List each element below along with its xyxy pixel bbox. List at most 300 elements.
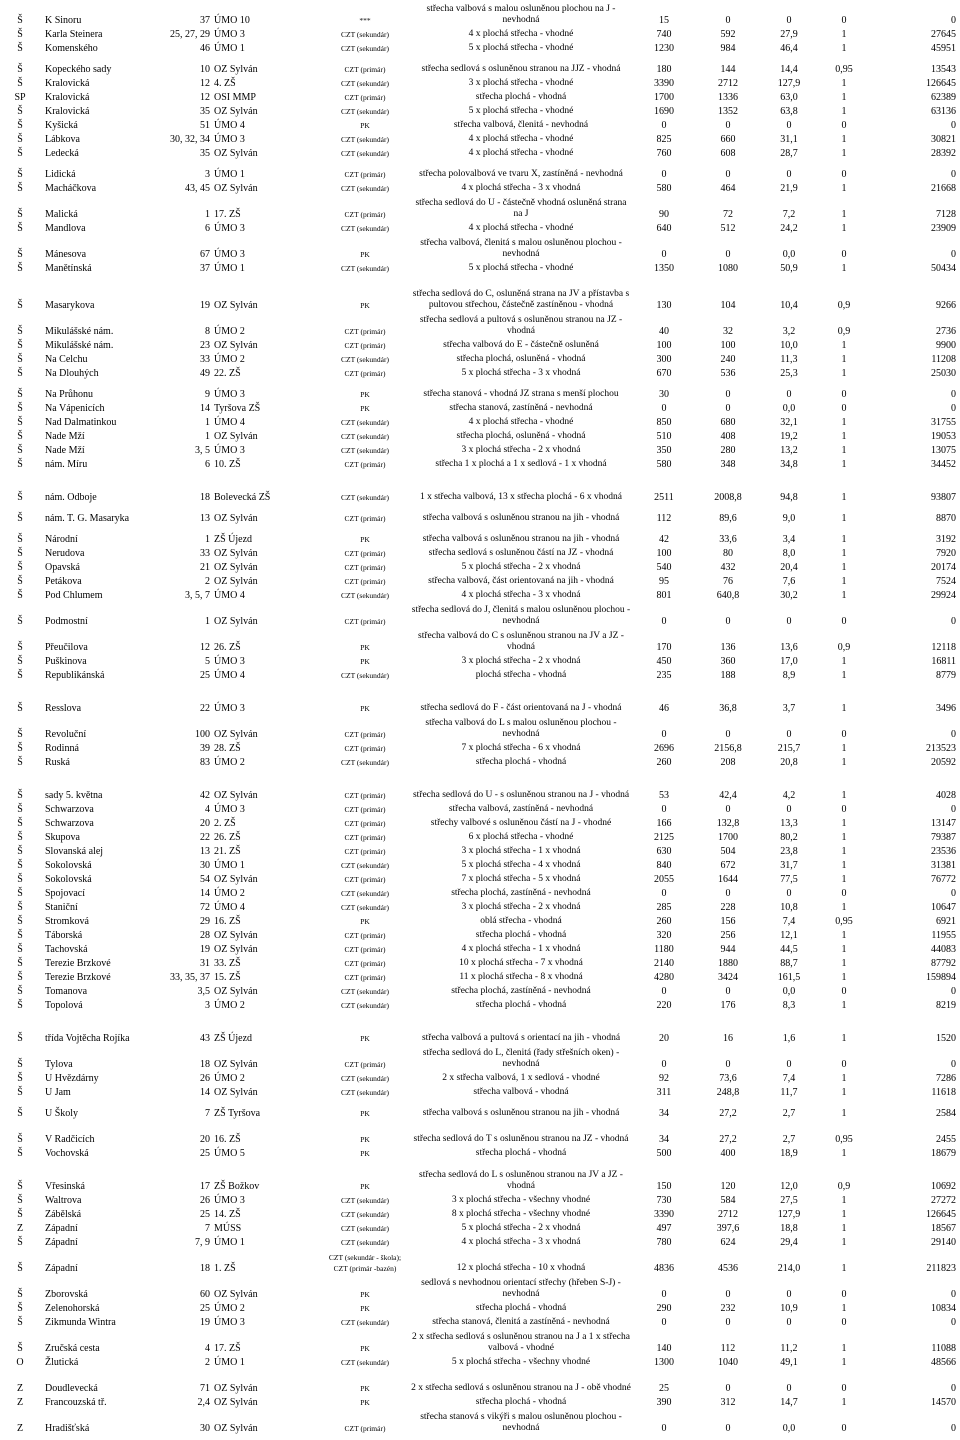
heating-cell: CZT (sekundár)	[341, 591, 389, 600]
house-number-cell: 7	[205, 1223, 210, 1234]
house-number-cell: 1	[205, 534, 210, 545]
roof-description-cell: 5 x plochá střecha - vhodné	[468, 106, 574, 116]
area-cell: 112	[656, 513, 672, 524]
street-cell: Schwarzova	[45, 804, 94, 815]
power-cell: 8,9	[782, 670, 796, 681]
school-cell: ÚMO 2	[214, 326, 245, 337]
roof-description-cell: 3 x plochá střecha - 2 x vhodná	[461, 902, 581, 912]
energy-cell: 27645	[931, 29, 956, 40]
coefficient-cell: 1	[841, 1237, 847, 1248]
usable-area-cell: 0	[725, 1423, 731, 1434]
power-cell: 14,7	[780, 1397, 798, 1408]
area-cell: 0	[661, 1059, 667, 1070]
table-row	[0, 857, 960, 871]
heating-cell: CZT (sekundár)	[341, 493, 389, 502]
area-cell: 640	[656, 223, 672, 234]
house-number-cell: 83	[200, 757, 210, 768]
house-number-cell: 4	[205, 804, 210, 815]
roof-description-cell: střecha stanová, členitá a zastíněná - nevhodná	[432, 1317, 610, 1327]
energy-cell: 1520	[936, 1033, 956, 1044]
power-cell: 49,1	[780, 1357, 798, 1368]
school-cell: 17. ZŠ	[214, 209, 241, 220]
table-row	[0, 260, 960, 274]
street-cell: Mikulášské nám.	[45, 326, 114, 337]
area-cell: 20	[659, 1033, 669, 1044]
area-cell: 140	[656, 1343, 672, 1354]
coefficient-cell: 1	[841, 703, 847, 714]
energy-cell: 11208	[931, 354, 956, 365]
table-row	[0, 414, 960, 428]
table-row	[0, 442, 960, 456]
roof-description-cell: střecha plochá - vhodná	[475, 1303, 567, 1313]
power-cell: 10,8	[780, 902, 798, 913]
table-row	[0, 885, 960, 899]
type-cell: Š	[17, 729, 23, 740]
power-cell: 7,2	[782, 209, 796, 220]
table-row	[0, 1408, 960, 1434]
street-cell: Slovanská alej	[45, 846, 104, 857]
roof-description-cell: střecha valbová, zastíněná - nevhodná	[448, 804, 594, 814]
usable-area-cell: 348	[720, 459, 736, 470]
type-cell: Š	[17, 492, 23, 503]
area-cell: 825	[656, 134, 672, 145]
house-number-cell: 71	[200, 1383, 210, 1394]
table-row	[0, 1166, 960, 1192]
table-row	[0, 274, 960, 311]
house-number-cell: 31	[200, 958, 210, 969]
usable-area-cell: 1880	[718, 958, 738, 969]
area-cell: 2696	[654, 743, 674, 754]
coefficient-cell: 0,9	[837, 326, 851, 337]
street-cell: nám. Odboje	[45, 492, 97, 503]
energy-cell: 0	[951, 1423, 956, 1434]
heating-cell: CZT (sekundár - škola); CZT (primár -bazén)	[328, 1253, 402, 1273]
house-number-cell: 1	[205, 417, 210, 428]
usable-area-cell: 0	[725, 729, 731, 740]
power-cell: 8,0	[782, 548, 796, 559]
table-row	[0, 667, 960, 681]
power-cell: 127,9	[777, 1209, 801, 1220]
usable-area-cell: 984	[720, 43, 736, 54]
type-cell: Š	[17, 29, 23, 40]
area-cell: 0	[661, 1317, 667, 1328]
energy-cell: 0	[951, 15, 956, 26]
roof-description-cell: střecha polovalbová ve tvaru X, zastíněná - nevhodná	[419, 169, 623, 179]
roof-description-cell: střecha sedlová do C, osluněná strana na JV a přístavba s pultovou střechou, částečně zastíněnou - vhodná	[412, 289, 630, 310]
house-number-cell: 26	[200, 1195, 210, 1206]
heating-cell: CZT (sekundár)	[341, 1238, 389, 1247]
street-cell: Revoluční	[45, 729, 87, 740]
table-row	[0, 1145, 960, 1159]
house-number-cell: 4	[205, 1343, 210, 1354]
school-cell: OZ Sylván	[214, 1059, 258, 1070]
roof-description-cell: střecha plochá - vhodná	[475, 1397, 567, 1407]
type-cell: Z	[16, 1423, 24, 1434]
school-cell: OZ Sylván	[214, 1087, 258, 1098]
heating-cell: CZT (sekundár)	[341, 987, 389, 996]
heating-cell: CZT (primár)	[344, 833, 386, 842]
roof-description-cell: střecha sedlová do L, členitá (řady střešních oken) - nevhodná	[422, 1048, 620, 1069]
coefficient-cell: 0,95	[835, 1134, 853, 1145]
energy-cell: 13543	[931, 64, 956, 75]
energy-cell: 0	[951, 389, 956, 400]
type-cell: Z	[16, 1223, 24, 1234]
school-cell: 28. ZŠ	[214, 743, 241, 754]
heating-cell: ***	[359, 16, 371, 25]
house-number-cell: 46	[200, 43, 210, 54]
area-cell: 0	[661, 888, 667, 899]
street-cell: Rodinná	[45, 743, 79, 754]
usable-area-cell: 2712	[718, 1209, 738, 1220]
power-cell: 31,1	[780, 134, 798, 145]
house-number-cell: 3	[205, 169, 210, 180]
power-cell: 32,1	[780, 417, 798, 428]
roof-description-cell: střecha plochá - vhodná	[475, 92, 567, 102]
street-cell: nám. T. G. Masaryka	[45, 513, 130, 524]
area-cell: 0	[661, 1423, 667, 1434]
usable-area-cell: 512	[720, 223, 736, 234]
table-row	[0, 843, 960, 857]
table-row	[0, 1192, 960, 1206]
usable-area-cell: 1700	[718, 832, 738, 843]
street-cell: Zručská cesta	[45, 1343, 100, 1354]
street-cell: Zábělská	[45, 1209, 82, 1220]
house-number-cell: 54	[200, 874, 210, 885]
roof-description-cell: 6 x plochá střecha - vhodné	[468, 832, 574, 842]
usable-area-cell: 1336	[718, 92, 738, 103]
street-cell: Tachovská	[45, 944, 88, 955]
roof-description-cell: střecha valbová s osluněnou stranou na jih - vhodná	[422, 1108, 620, 1118]
type-cell: Š	[17, 670, 23, 681]
area-cell: 0	[661, 120, 667, 131]
table-row	[0, 627, 960, 653]
power-cell: 9,0	[782, 513, 796, 524]
power-cell: 7,6	[782, 576, 796, 587]
heating-cell: CZT (primár)	[344, 563, 386, 572]
type-cell: Š	[17, 1073, 23, 1084]
heating-cell: CZT (primár)	[344, 341, 386, 350]
usable-area-cell: 0	[725, 15, 731, 26]
table-row	[0, 365, 960, 379]
street-cell: Ruská	[45, 757, 70, 768]
street-cell: Na Celchu	[45, 354, 88, 365]
heating-cell: CZT (primár)	[344, 514, 386, 523]
school-cell: ÚMO 3	[214, 804, 245, 815]
table-row	[0, 117, 960, 131]
usable-area-cell: 2008,8	[714, 492, 742, 503]
coefficient-cell: 1	[841, 576, 847, 587]
area-cell: 1180	[654, 944, 674, 955]
coefficient-cell: 1	[841, 1209, 847, 1220]
heating-cell: PK	[360, 1290, 370, 1299]
energy-cell: 9900	[936, 340, 956, 351]
table-row	[0, 1248, 960, 1274]
street-cell: Pod Chlumem	[45, 590, 103, 601]
heating-cell: CZT (sekundár)	[341, 1358, 389, 1367]
roof-description-cell: střecha plochá - vhodná	[475, 757, 567, 767]
school-cell: OZ Sylván	[214, 790, 258, 801]
energy-cell: 28392	[931, 148, 956, 159]
table-row	[0, 145, 960, 159]
usable-area-cell: 608	[720, 148, 736, 159]
house-number-cell: 72	[200, 902, 210, 913]
school-cell: OZ Sylván	[214, 986, 258, 997]
type-cell: Š	[17, 1033, 23, 1044]
roof-description-cell: 4 x plochá střecha - vhodné	[468, 417, 574, 427]
street-cell: Západní	[45, 1223, 78, 1234]
table-row	[0, 983, 960, 997]
street-cell: Na Dlouhých	[45, 368, 99, 379]
house-number-cell: 1	[205, 209, 210, 220]
heating-cell: CZT (sekundár)	[341, 671, 389, 680]
street-cell: Nade Mží	[45, 445, 85, 456]
energy-cell: 8870	[936, 513, 956, 524]
area-cell: 166	[656, 818, 672, 829]
street-cell: Na Vápenicích	[45, 403, 105, 414]
roof-description-cell: střecha sedlová s osluněnou stranou na JJZ - vhodná	[421, 64, 621, 74]
usable-area-cell: 1040	[718, 1357, 738, 1368]
street-cell: Vřesinská	[45, 1181, 85, 1192]
roof-description-cell: střecha sedlová a pultová s osluněnou stranou na JZ - vhodná	[419, 315, 623, 336]
table-row	[0, 941, 960, 955]
energy-cell: 29140	[931, 1237, 956, 1248]
house-number-cell: 33	[200, 548, 210, 559]
coefficient-cell: 1	[841, 43, 847, 54]
school-cell: MÚSS	[214, 1223, 242, 1234]
heating-cell: CZT (sekundár)	[341, 1088, 389, 1097]
street-cell: Zborovská	[45, 1289, 88, 1300]
house-number-cell: 5	[205, 656, 210, 667]
table-row	[0, 913, 960, 927]
energy-cell: 213523	[926, 743, 956, 754]
roof-description-cell: 4 x plochá střecha - vhodné	[468, 134, 574, 144]
area-cell: 95	[659, 576, 669, 587]
usable-area-cell: 2712	[718, 78, 738, 89]
coefficient-cell: 0	[841, 729, 847, 740]
coefficient-cell: 1	[841, 790, 847, 801]
type-cell: Š	[17, 1108, 23, 1119]
heating-cell: CZT (sekundár)	[341, 446, 389, 455]
usable-area-cell: 208	[720, 757, 736, 768]
usable-area-cell: 136	[720, 642, 736, 653]
heating-cell: PK	[360, 1135, 370, 1144]
power-cell: 17,0	[780, 656, 798, 667]
school-cell: OZ Sylván	[214, 729, 258, 740]
type-cell: Š	[17, 944, 23, 955]
usable-area-cell: 584	[720, 1195, 736, 1206]
table-row	[0, 1220, 960, 1234]
usable-area-cell: 32	[723, 326, 733, 337]
roof-description-cell: 7 x plochá střecha - 5 x vhodná	[461, 874, 581, 884]
type-cell: Š	[17, 300, 23, 311]
area-cell: 4280	[654, 972, 674, 983]
table-row	[0, 1206, 960, 1220]
area-cell: 580	[656, 183, 672, 194]
heating-cell: CZT (primár)	[344, 805, 386, 814]
usable-area-cell: 100	[720, 340, 736, 351]
energy-cell: 7920	[936, 548, 956, 559]
spacer-cell	[0, 1011, 960, 1018]
school-cell: ÚMO 2	[214, 757, 245, 768]
house-number-cell: 6	[205, 223, 210, 234]
table-row	[0, 1354, 960, 1368]
type-cell: Š	[17, 703, 23, 714]
usable-area-cell: 1352	[718, 106, 738, 117]
area-cell: 0	[661, 403, 667, 414]
type-cell: Š	[17, 368, 23, 379]
coefficient-cell: 1	[841, 1303, 847, 1314]
power-cell: 63,8	[780, 106, 798, 117]
heating-cell: PK	[360, 535, 370, 544]
type-cell: Š	[17, 354, 23, 365]
school-cell: ÚMO 3	[214, 29, 245, 40]
heating-cell: CZT (primár)	[344, 65, 386, 74]
area-cell: 130	[656, 300, 672, 311]
street-cell: Petákova	[45, 576, 82, 587]
school-cell: ÚMO 2	[214, 354, 245, 365]
usable-area-cell: 624	[720, 1237, 736, 1248]
school-cell: ÚMO 2	[214, 1000, 245, 1011]
roof-description-cell: 7 x plochá střecha - 6 x vhodná	[461, 743, 581, 753]
street-cell: U Jam	[45, 1087, 71, 1098]
energy-cell: 2455	[936, 1134, 956, 1145]
spacer-row	[0, 1011, 960, 1018]
street-cell: U Školy	[45, 1108, 79, 1119]
street-cell: sady 5. května	[45, 790, 103, 801]
roof-description-cell: plochá střecha - vhodná	[475, 670, 567, 680]
roof-description-cell: 3 x plochá střecha - 1 x vhodná	[461, 846, 581, 856]
roof-description-cell: 5 x plochá střecha - 2 x vhodná	[461, 1223, 581, 1233]
school-cell: ÚMO 3	[214, 1195, 245, 1206]
heating-cell: CZT (sekundár)	[341, 861, 389, 870]
type-cell: Š	[17, 15, 23, 26]
school-cell: 4. ZŠ	[214, 78, 236, 89]
house-number-cell: 23	[200, 340, 210, 351]
coefficient-cell: 1	[841, 148, 847, 159]
usable-area-cell: 76	[723, 576, 733, 587]
house-number-cell: 12	[200, 78, 210, 89]
street-cell: Nad Dalmatinkou	[45, 417, 117, 428]
roof-description-cell: 10 x plochá střecha - 7 x vhodná	[459, 958, 583, 968]
power-cell: 11,7	[780, 1087, 798, 1098]
house-number-cell: 19	[200, 944, 210, 955]
coefficient-cell: 1	[841, 417, 847, 428]
house-number-cell: 19	[200, 1317, 210, 1328]
street-cell: Kyšická	[45, 120, 78, 131]
spacer-cell	[0, 379, 960, 386]
street-cell: Resslova	[45, 703, 82, 714]
street-cell: Komenského	[45, 43, 98, 54]
street-cell: Spojovací	[45, 888, 85, 899]
energy-cell: 0	[951, 1059, 956, 1070]
usable-area-cell: 256	[720, 930, 736, 941]
area-cell: 540	[656, 562, 672, 573]
area-cell: 0	[661, 249, 667, 260]
house-number-cell: 33, 35, 37	[170, 972, 210, 983]
coefficient-cell: 1	[841, 368, 847, 379]
street-cell: Západní	[45, 1263, 78, 1274]
house-number-cell: 8	[205, 326, 210, 337]
energy-cell: 10834	[931, 1303, 956, 1314]
street-cell: Tomanova	[45, 986, 88, 997]
energy-cell: 18567	[931, 1223, 956, 1234]
power-cell: 0	[786, 888, 792, 899]
school-cell: OZ Sylván	[214, 548, 258, 559]
house-number-cell: 7	[205, 1108, 210, 1119]
spacer-cell	[0, 524, 960, 531]
table-row	[0, 131, 960, 145]
school-cell: ÚMO 3	[214, 134, 245, 145]
school-cell: OZ Sylván	[214, 148, 258, 159]
heating-cell: PK	[360, 1344, 370, 1353]
street-cell: Skupova	[45, 832, 80, 843]
table-row	[0, 337, 960, 351]
school-cell: ÚMO 1	[214, 263, 245, 274]
street-cell: Staniční	[45, 902, 78, 913]
heating-cell: CZT (sekundár)	[341, 758, 389, 767]
roof-description-cell: střecha valbová a pultová s orientací na jih - vhodná	[421, 1033, 621, 1043]
house-number-cell: 25	[200, 1148, 210, 1159]
energy-cell: 48566	[931, 1357, 956, 1368]
roof-description-cell: střecha sedlová do U - s osluněnou stranou na J - vhodná	[412, 790, 630, 800]
energy-cell: 44083	[931, 944, 956, 955]
heating-cell: CZT (primár)	[344, 210, 386, 219]
heating-cell: CZT (primár)	[344, 959, 386, 968]
coefficient-cell: 0	[841, 804, 847, 815]
spacer-cell	[0, 54, 960, 61]
roof-description-cell: 4 x plochá střecha - vhodné	[468, 29, 574, 39]
type-cell: Š	[17, 888, 23, 899]
energy-cell: 93807	[931, 492, 956, 503]
coefficient-cell: 1	[841, 340, 847, 351]
school-cell: 16. ZŠ	[214, 916, 241, 927]
area-cell: 53	[659, 790, 669, 801]
street-cell: Kopeckého sady	[45, 64, 112, 75]
area-cell: 350	[656, 445, 672, 456]
energy-cell: 29924	[931, 590, 956, 601]
energy-cell: 62389	[931, 92, 956, 103]
coefficient-cell: 1	[841, 513, 847, 524]
power-cell: 29,4	[780, 1237, 798, 1248]
coefficient-cell: 1	[841, 431, 847, 442]
roof-description-cell: střecha plochá, osluněná - vhodná	[456, 354, 586, 364]
area-cell: 285	[656, 902, 672, 913]
area-cell: 780	[656, 1237, 672, 1248]
heating-cell: CZT (sekundár)	[341, 1196, 389, 1205]
usable-area-cell: 0	[725, 403, 731, 414]
energy-cell: 25030	[931, 368, 956, 379]
school-cell: OZ Sylván	[214, 64, 258, 75]
heating-cell: CZT (sekundár)	[341, 224, 389, 233]
type-cell: Š	[17, 1209, 23, 1220]
table-row	[0, 829, 960, 843]
coefficient-cell: 1	[841, 223, 847, 234]
roof-description-cell: střecha valbová s osluněnou stranou na jih - vhodná	[422, 513, 620, 523]
usable-area-cell: 504	[720, 846, 736, 857]
energy-cell: 2736	[936, 326, 956, 337]
usable-area-cell: 27,2	[719, 1134, 737, 1145]
house-number-cell: 1	[205, 616, 210, 627]
roof-description-cell: střecha valbová, členitá s malou osluněnou plochou - nevhodná	[420, 238, 622, 259]
spacer-cell	[0, 681, 960, 688]
power-cell: 46,4	[780, 43, 798, 54]
heating-cell: CZT (sekundár)	[341, 107, 389, 116]
table-row	[0, 601, 960, 627]
school-cell: 21. ZŠ	[214, 846, 241, 857]
power-cell: 13,3	[780, 818, 798, 829]
power-cell: 0	[786, 1059, 792, 1070]
school-cell: 16. ZŠ	[214, 1134, 241, 1145]
